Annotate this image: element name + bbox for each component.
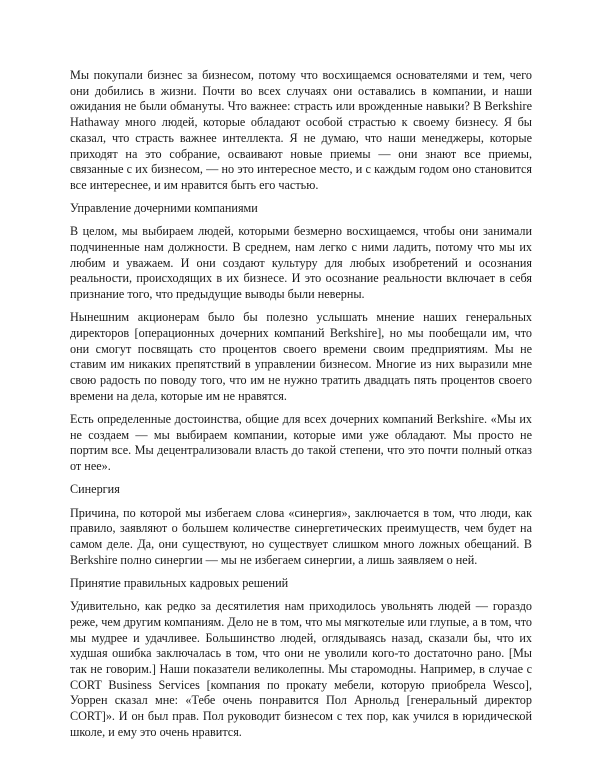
document-page <box>70 68 532 748</box>
section-heading: Принятие правильных кадровых решений <box>70 575 289 590</box>
paragraph: Удивительно, как редко за десятилетия нам приходилось увольнять людей — гораздо реже, чем другим компаниям. Дело не в том, что мы мягкотелые или глупые, а в том, что мы мудрее и удачливее. Большинство людей, оглядываясь назад, сказали бы, что их худшая ошибка заключалась в том, что они не уволили кого-то достаточно рано. [Мы так не говорим.] Наши показатели великолепны. Мы старомодны. Например, в случае с CORT Business Services [компания по прокату мебели, которую приобрела Wesco], Уоррен сказал мне: «Тебе очень понравится Пол Арнольд [генеральный директор CORT]». И он был прав. Пол руководит бизнесом с тех пор, как учился в юридической школе, и ему это очень нравится. <box>70 599 532 739</box>
section-heading: Синергия <box>70 482 120 497</box>
paragraph: В целом, мы выбираем людей, которыми безмерно восхищаемся, чтобы они занимали подчиненные нам должности. В среднем, нам легко с ними ладить, потому что мы их любим и уважаем. И они создают культуру для любых изобретений и осознания реальности, происходящих в их бизнесе. И это осознание реальности включает в себя признание того, что предыдущие выводы были неверны. <box>70 224 532 302</box>
paragraph: Причина, по которой мы избегаем слова «синергия», заключается в том, что люди, как правило, заявляют о большем количестве синергетических преимуществ, чем будет на самом деле. Да, они существуют, но существует слишком много ложных обещаний. В Berkshire полно синергии — мы не избегаем синергии, а лишь заявляем о ней. <box>70 505 532 567</box>
paragraph: Нынешним акционерам было бы полезно услышать мнение наших генеральных директоров [операционных дочерних компаний Berkshire], но мы пообещали им, что они смогут посвящать сто процентов своего времени своим предприятиям. Мы не ставим им никаких препятствий в управлении бизнесом. Многие из них выразили мне свою радость по поводу того, что им не нужно тратить двадцать пять процентов своего времени на дела, которые им не нравятся. <box>70 310 532 403</box>
paragraph: Есть определенные достоинства, общие для всех дочерних компаний Berkshire. «Мы их не создаем — мы выбираем компании, которые ими уже обладают. Мы просто не портим все. Мы децентрализовали власть до такой степени, что это почти полный отказ от нее». <box>70 412 532 474</box>
paragraph: Мы покупали бизнес за бизнесом, потому что восхищаемся основателями и тем, чего они добились в жизни. Почти во всех случаях они оставались в компании, и наши ожидания не были обмануты. Что важнее: страсть или врожденные навыки? В Berkshire Hathaway много людей, которые обладают особой страстью к своему бизнесу. Я бы сказал, что страсть важнее интеллекта. Я не думаю, что наши менеджеры, которые приходят на это собрание, осваивают новые приемы — они знают все приемы, связанные с их бизнесом, — но это интересное место, и с каждым годом оно становится все интереснее, и им нравится быть его частью. <box>70 68 532 192</box>
section-heading: Управление дочерними компаниями <box>70 201 258 216</box>
